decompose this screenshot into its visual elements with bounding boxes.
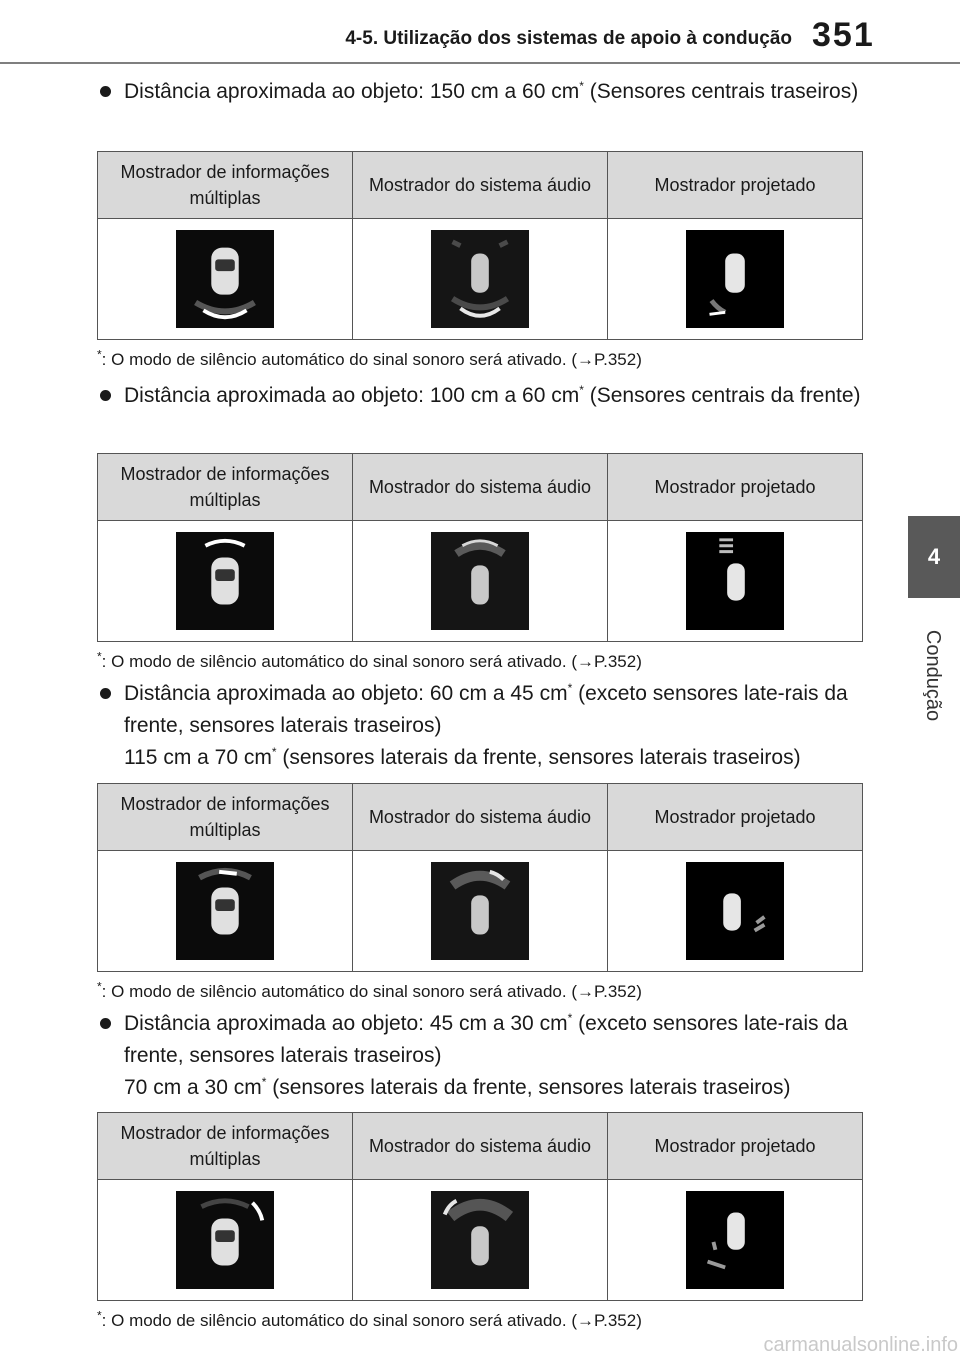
col-hud: Mostrador projetado (608, 152, 863, 219)
display-table (97, 151, 863, 340)
footnote: *: O modo de silêncio automático do sinal sonoro será ativado. (→P.352) (97, 979, 642, 1001)
chapter-tab (908, 516, 960, 598)
asterisk-mark: * (579, 79, 584, 93)
bullet-text-line2: 70 cm a 30 cm (124, 1076, 262, 1099)
header-rule (0, 62, 960, 64)
bullet-item (100, 678, 870, 774)
bullet-text: Distância aproximada ao objeto: 100 cm a 60 cm (124, 384, 580, 407)
car-display-image (431, 230, 529, 328)
page-reference: P.352) (593, 652, 642, 671)
car-display-image (431, 532, 529, 630)
col-audio: Mostrador do sistema áudio (353, 1113, 608, 1180)
bullet-item (100, 76, 870, 108)
bullet-text-cont: (exceto sensores late-rais da frente, sensores laterais traseiros) (124, 1012, 848, 1067)
bullet-dot (100, 390, 111, 401)
page-number: 351 (812, 16, 875, 54)
watermark: carmanualsonline.info (763, 1334, 958, 1356)
footnote: *: O modo de silêncio automático do sinal sonoro será ativado. (→P.352) (97, 347, 642, 369)
col-multi-info: Mostrador de informações múltiplas (98, 454, 353, 521)
col-audio: Mostrador do sistema áudio (353, 152, 608, 219)
car-display-image (686, 1191, 784, 1289)
arrow-icon: → (576, 350, 594, 369)
chapter-number: 4 (927, 544, 941, 569)
display-table (97, 1112, 863, 1301)
asterisk-mark: * (97, 979, 102, 994)
asterisk-mark: * (261, 1075, 267, 1089)
col-hud: Mostrador projetado (608, 784, 863, 851)
arrow-icon: → (576, 652, 594, 671)
bullet-text: Distância aproximada ao objeto: 45 cm a 30 cm (124, 1012, 568, 1035)
asterisk-mark: * (567, 681, 573, 695)
car-display-image (176, 532, 274, 630)
asterisk-mark: * (97, 1308, 102, 1323)
display-table (97, 453, 863, 642)
page-reference: P.352) (593, 982, 642, 1001)
bullet-text-cont: (exceto sensores late-rais da frente, sensores laterais traseiros) (124, 682, 848, 737)
display-table (97, 783, 863, 972)
col-multi-info: Mostrador de informações múltiplas (98, 784, 353, 851)
page-reference: P.352) (593, 350, 642, 369)
car-display-image (176, 1191, 274, 1289)
arrow-icon: → (576, 1311, 594, 1330)
car-display-image (176, 862, 274, 960)
car-display-image (176, 230, 274, 328)
col-audio: Mostrador do sistema áudio (353, 784, 608, 851)
bullet-text-cont: (Sensores centrais da frente) (583, 384, 861, 407)
section-title: 4-5. Utilização dos sistemas de apoio à condução (345, 28, 792, 49)
col-audio: Mostrador do sistema áudio (353, 454, 608, 521)
col-multi-info: Mostrador de informações múltiplas (98, 152, 353, 219)
page-reference: P.352) (593, 1311, 642, 1330)
car-display-image (686, 532, 784, 630)
col-multi-info: Mostrador de informações múltiplas (98, 1113, 353, 1180)
bullet-dot (100, 86, 111, 97)
bullet-dot (100, 1018, 111, 1029)
arrow-icon: → (576, 982, 594, 1001)
car-display-image (686, 230, 784, 328)
page-header (0, 0, 960, 64)
footnote: *: O modo de silêncio automático do sinal sonoro será ativado. (→P.352) (97, 649, 642, 671)
col-hud: Mostrador projetado (608, 1113, 863, 1180)
bullet-text: Distância aproximada ao objeto: 60 cm a 45 cm (124, 682, 568, 705)
asterisk-mark: * (97, 649, 102, 664)
chapter-label-box (906, 600, 960, 750)
footnote: *: O modo de silêncio automático do sinal sonoro será ativado. (→P.352) (97, 1308, 642, 1330)
car-display-image (686, 862, 784, 960)
car-display-image (431, 862, 529, 960)
bullet-text-line2-cont: (sensores laterais da frente, sensores laterais traseiros) (276, 746, 801, 769)
chapter-label: Condução (922, 629, 945, 721)
asterisk-mark: * (271, 745, 277, 759)
asterisk-mark: * (97, 347, 102, 362)
col-hud: Mostrador projetado (608, 454, 863, 521)
bullet-item (100, 380, 870, 412)
bullet-text-cont: (Sensores centrais traseiros) (583, 80, 859, 103)
bullet-item (100, 1008, 870, 1104)
bullet-dot (100, 688, 111, 699)
bullet-text: Distância aproximada ao objeto: 150 cm a 60 cm (124, 80, 580, 103)
bullet-text-line2: 115 cm a 70 cm (124, 746, 272, 769)
bullet-text-line2-cont: (sensores laterais da frente, sensores laterais traseiros) (266, 1076, 791, 1099)
asterisk-mark: * (567, 1011, 573, 1025)
car-display-image (431, 1191, 529, 1289)
asterisk-mark: * (579, 383, 584, 397)
